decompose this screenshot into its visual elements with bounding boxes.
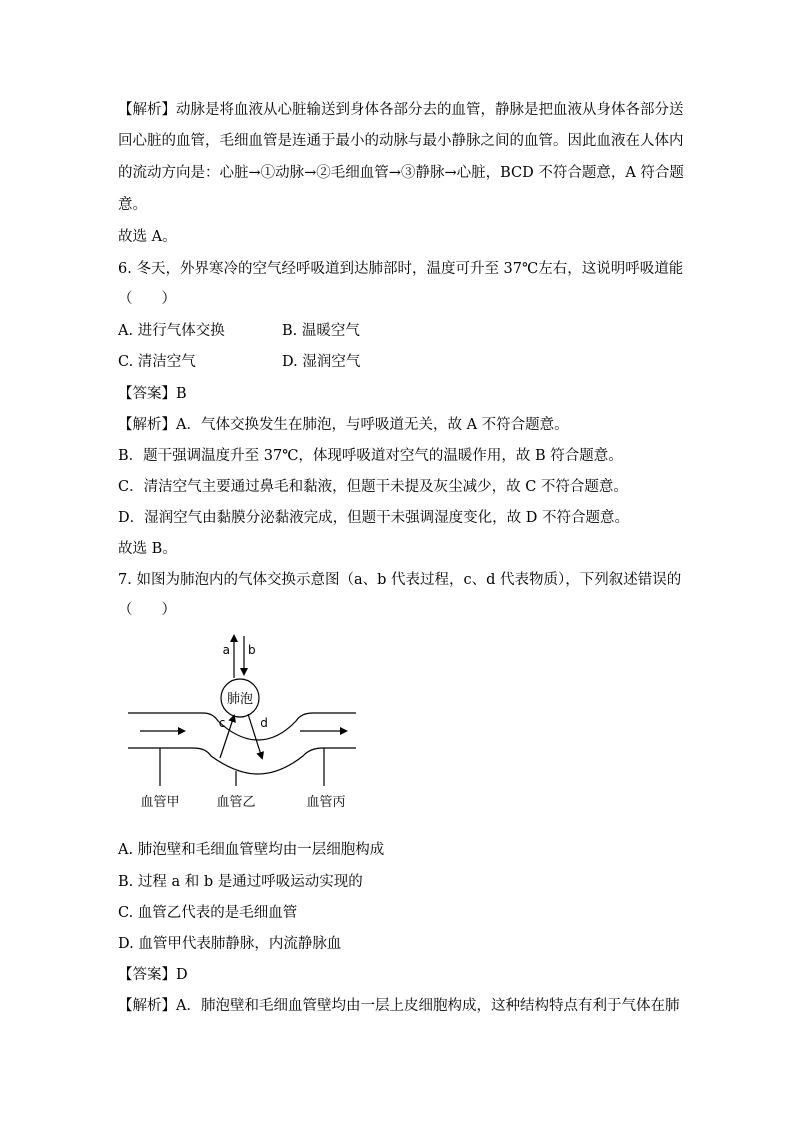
q7-stem-line-1: 7. 如图为肺泡内的气体交换示意图（a、b 代表过程，c、d 代表物质），下列叙述错误的	[118, 572, 682, 588]
analysis-q5-line-1: 【解析】动脉是将血液从心脏输送到身体各部分去的血管，静脉是把血液从身体各部分送	[118, 102, 684, 118]
q6-conclusion: 故选 B。	[118, 541, 177, 557]
q6-option-c: C. 清洁空气	[118, 354, 196, 370]
label-vessel-yi: 血管乙	[216, 795, 256, 810]
label-c: c	[218, 716, 226, 730]
analysis-q5-line-2: 回心脏的血管，毛细血管是连通于最小的动脉与最小静脉之间的血管。因此血液在人体内	[118, 133, 684, 149]
q6-analysis-c: C．清洁空气主要通过鼻毛和黏液，但题干未提及灰尘减少，故 C 不符合题意。	[118, 479, 628, 495]
q6-stem-line-1: 6. 冬天，外界寒冷的空气经呼吸道到达肺部时，温度可升至 37℃左右，这说明呼吸道能	[118, 261, 684, 277]
q7-option-c: C. 血管乙代表的是毛细血管	[118, 905, 298, 921]
label-a: a	[222, 643, 230, 657]
q7-stem-line-2: （ ）	[118, 602, 176, 618]
q6-answer: 【答案】B	[118, 386, 187, 402]
q7-option-d: D. 血管甲代表肺静脉，内流静脉血	[118, 936, 342, 952]
q6-option-d: D. 湿润空气	[282, 354, 361, 370]
label-vessel-jia: 血管甲	[140, 795, 180, 810]
q6-option-b: B. 温暖空气	[282, 323, 360, 339]
alveolus-label: 肺泡	[226, 692, 254, 707]
analysis-q5-line-3: 的流动方向是：心脏→①动脉→②毛细血管→③静脉→心脏，BCD 不符合题意，A 符合题	[118, 165, 684, 181]
q7-answer: 【答案】D	[118, 967, 188, 983]
q6-option-a: A. 进行气体交换	[118, 323, 225, 339]
q6-analysis-d: D．湿润空气由黏膜分泌黏液完成，但题干未强调湿度变化，故 D 不符合题意。	[118, 510, 629, 526]
q7-option-b: B. 过程 a 和 b 是通过呼吸运动实现的	[118, 874, 363, 890]
q7-analysis-a: 【解析】A．肺泡壁和毛细血管壁均由一层上皮细胞构成，这种结构特点有利于气体在肺	[118, 998, 680, 1014]
q6-analysis-a: 【解析】A．气体交换发生在肺泡，与呼吸道无关，故 A 不符合题意。	[118, 417, 569, 433]
q6-stem-line-2: （ ）	[118, 291, 176, 307]
label-vessel-bing: 血管丙	[306, 795, 346, 810]
q6-analysis-b: B．题干强调温度升至 37℃，体现呼吸道对空气的温暖作用，故 B 符合题意。	[118, 448, 623, 464]
q7-option-a: A. 肺泡壁和毛细血管壁均由一层细胞构成	[118, 842, 385, 858]
alveolus-gas-exchange-diagram	[118, 628, 368, 818]
vessel-lower-wall	[128, 748, 356, 774]
label-d: d	[260, 716, 268, 730]
analysis-q5-conclusion: 故选 A。	[118, 229, 177, 245]
label-b: b	[248, 643, 256, 657]
analysis-q5-line-4: 意。	[118, 197, 147, 213]
